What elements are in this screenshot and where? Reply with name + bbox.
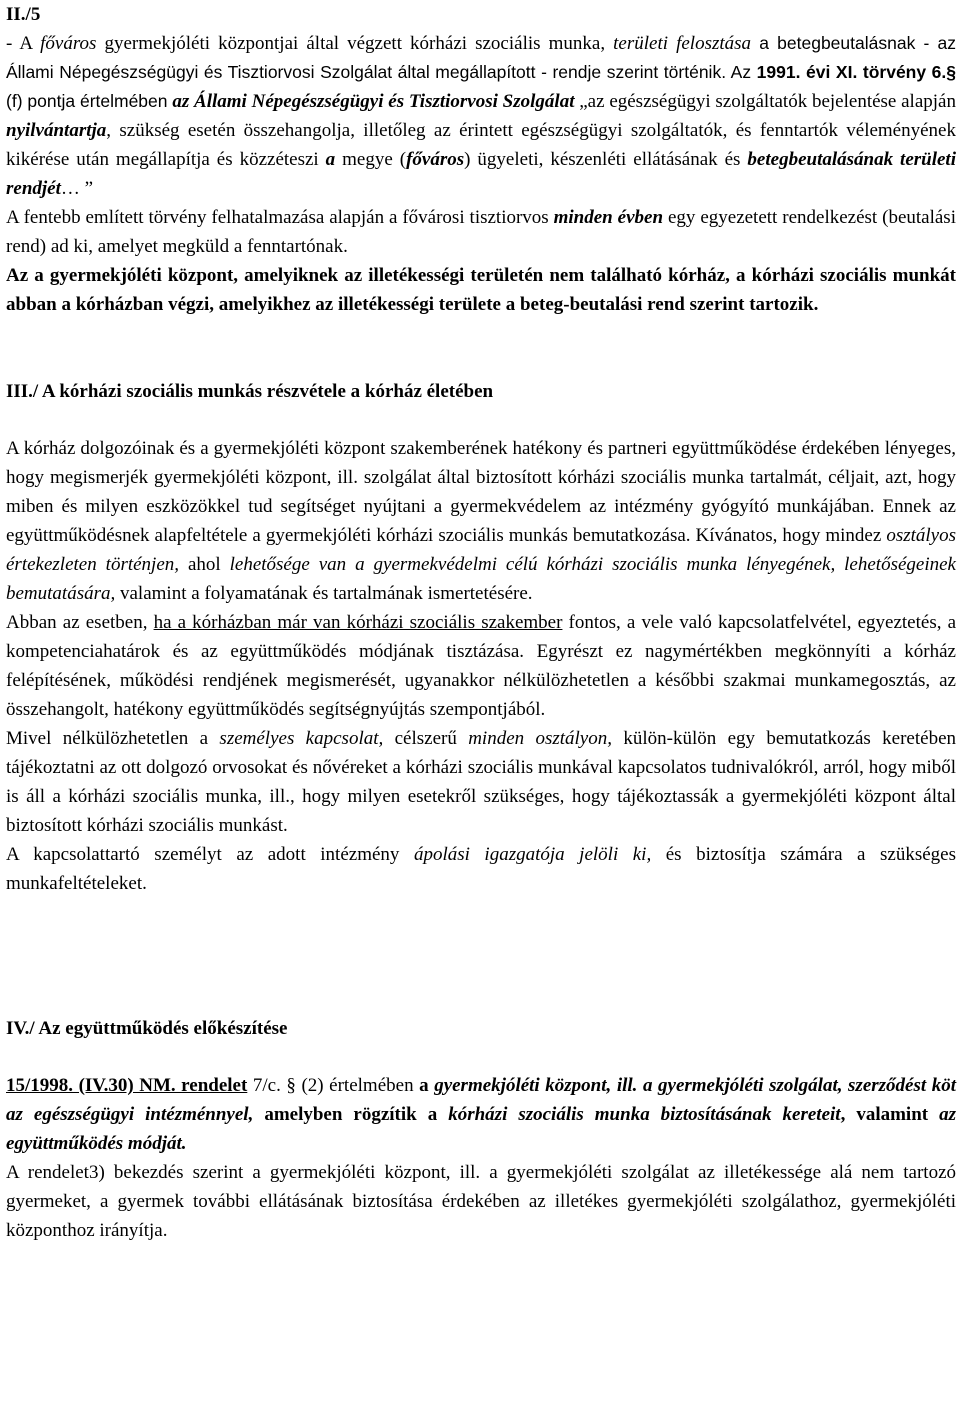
section-heading-ii-5: II./5 [6,4,41,25]
text-run-bold-italic: minden évben [553,207,664,228]
text-run: A kórház dolgozóinak és a gyermekjóléti központ szakemberének hatékony és partneri együttműködése érdekében lényeges, hogy megismerjék gyermekjóléti központ, ill. szolgálat által biztosított kórházi szociális munka tartalmát, céljait, azt, hogy miben és milyen eszközökkel tud segítséget nyújtani a gyermekvédelem az intézmény gyógyító munkájában. Ennek az együttműködésnek alapfeltétele a gyermekjóléti kórházi szociális munkás bemutatkozása. Kívánatos, hogy mindez [6,438,956,546]
text-run-italic: területi felosztása [613,33,752,54]
text-run-italic: főváros [40,33,97,54]
law-reference-bold: 1991. évi XI. törvény 6.§ [756,62,956,82]
paragraph-decree-contract [6,1071,956,1158]
text-run-bold-italic: nyilvántartja [6,120,107,141]
text-run: A fentebb említett törvény felhatalmazása alapján a fővárosi tisztiorvos [6,207,554,228]
text-run-bold: , valamint [840,1104,940,1125]
text-run-bold: a [419,1075,435,1096]
paragraph-cooperation-introduction [6,434,956,608]
spacer [6,406,956,434]
text-run: ) ügyeleti, készenléti ellátásának és [464,149,748,170]
text-run-bold-italic: betegbeutalásának területi rendjét [6,149,956,199]
text-run-bold: amelyben rögzítik a [253,1104,449,1125]
text-run: célszerű [383,728,469,749]
section-heading-iii: III./ A kórházi szociális munkás részvétele a kórház életében [6,381,494,402]
text-run-underlined: ha a kórházban már van kórházi szociális szakember [153,612,563,633]
text-run-italic: ápolási igazgatója jelöli ki, [413,844,652,865]
spacer [6,1043,956,1071]
authority-name-bold-italic: az Állami Népegészségügyi és Tisztiorvosi Szolgálat [172,91,575,112]
text-run-bold-italic: gyermekjóléti központ, ill. a gyermekjóléti szolgálat, szerződést köt az egészségügyi intézménnyel, [6,1075,956,1125]
text-run: … ” [60,178,94,199]
text-run: A kapcsolattartó személyt az adott intézmény [6,844,414,865]
paragraph-existing-social-worker [6,608,956,724]
spacer [6,319,956,377]
text-run: , szükség esetén összehangolja, illetőleg az érintett egészségügyi szolgáltatók, és fenntartók véleményének kikérése után megállapítja és közzéteszi [6,120,956,170]
text-run-italic: osztályos értekezleten történjen, [6,525,956,575]
text-run: ahol [179,554,230,575]
text-run-italic: minden osztályon, [468,728,612,749]
paragraph-no-hospital-rule: Az a gyermekjóléti központ, amelyiknek az illetékességi területén nem található kórház, a kórházi szociális munkát abban a kórházban végzi, amelyikhez az illetékességi területe a beteg-beutalási rend szerint tartozik. [6,265,956,315]
text-run-bold-italic: a [325,149,336,170]
text-run: „az egészségügyi szolgáltatók bejelentése alapján [574,91,956,112]
text-run: fontos, a vele való kapcsolatfelvétel, egyeztetés, a kompetenciahatárok és az együttműködés módjának tisztázása. Egyrészt ez nagymértékben megkönnyíti a kórház felépítésének, működési rendjének megismerését, ugyanakkor nélkülözhetetlen a későbbi szakmai munkamegosztás, az összehangolt, hatékony együttműködés segítségnyújtás szempontjából. [6,612,957,720]
paragraph-tisztiorvos-annual-order [6,203,956,261]
text-run: megye ( [335,149,407,170]
text-run-bold-italic: főváros [406,149,465,170]
section-heading-iv: IV./ Az együttműködés előkészítése [6,1018,288,1039]
text-run-bold-italic: az együttműködés módját. [6,1104,956,1154]
paragraph-personal-contact [6,724,956,840]
text-run: és biztosítja számára a szükséges munkafeltételeket. [6,844,956,894]
text-run-italic: lehetősége van a gyermekvédelmi célú kórházi szociális munka lényegének, lehetőségeinek bemutatására, [6,554,956,604]
text-run-bold-italic: kórházi szociális munka biztosításának kereteit [448,1104,841,1125]
text-run: Abban az esetben, [6,612,154,633]
text-run-italic: személyes kapcsolat, [219,728,384,749]
text-run: külön-külön egy bemutatkozás keretében tájékoztatni az ott dolgozó orvosokat és nővéreket a kórházi szociális munkával kapcsolatos tudnivalókról, arról, hogy miből is áll a kórházi szociális munka, ill., hogy milyen esetekről szükséges, hogy tájékoztassák a gyermekjóléti központ által biztosított kórházi szociális munkást. [6,728,956,836]
decree-reference: 15/1998. (IV.30) NM. rendelet [6,1075,248,1096]
text-run: Mivel nélkülözhetetlen a [6,728,220,749]
text-run: - A [6,33,41,54]
paragraph-decree-redirect: A rendelet3) bekezdés szerint a gyermekjóléti központ, ill. a gyermekjóléti szolgálat az illetékessége alá nem tartozó gyermeket, a gyermek további ellátásának biztosítása érdekében az illetékes gyermekjóléti szolgálathoz, gyermekjóléti központhoz irányítja. [6,1162,956,1241]
spacer [6,898,956,1014]
text-run: gyermekjóléti központjai által végzett kórházi szociális munka, [96,33,614,54]
paragraph-fovaros-territorial-division [6,29,956,203]
text-run-sans: (f) pontja értelmében [6,91,173,111]
text-run: valamint a folyamatának és tartalmának ismertetésére. [115,583,533,604]
text-run: egy egyezetett rendelkezést (beutalási rend) ad ki, amelyet megküld a fenntartónak. [6,207,956,257]
text-run-sans: a betegbeutalásnak - az Állami Népegészségügyi és Tisztiorvosi Szolgálat által megállapított - rendje szerint történik. Az [6,33,957,82]
text-run: 7/c. § (2) értelmében [247,1075,420,1096]
paragraph-contact-person [6,840,956,898]
